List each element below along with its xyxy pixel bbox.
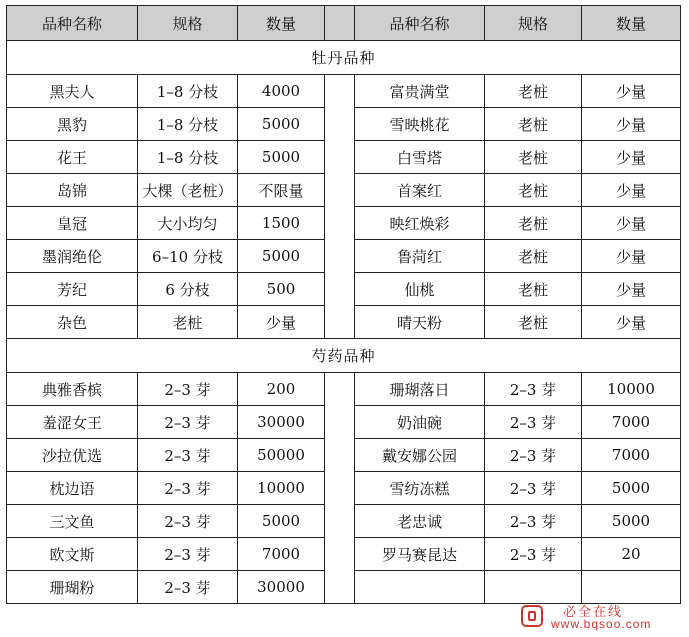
cell-variety-name-right: 首案红: [355, 174, 485, 207]
cell-spec-right: 2–3 芽: [485, 538, 582, 571]
column-separator: [325, 207, 355, 240]
table-row: [7, 174, 681, 207]
cell-quantity-right: [582, 571, 681, 604]
table-body: [7, 41, 681, 604]
table-row: [7, 439, 681, 472]
cell-variety-name-left: 枕边语: [7, 472, 138, 505]
cell-variety-name-right: 晴天粉: [355, 306, 485, 339]
column-separator: [325, 306, 355, 339]
column-separator: [325, 538, 355, 571]
cell-quantity-right: 少量: [582, 240, 681, 273]
column-separator: [325, 174, 355, 207]
section-title: 芍药品种: [7, 339, 681, 373]
cell-spec-right: 2–3 芽: [485, 472, 582, 505]
cell-variety-name-left: 岛锦: [7, 174, 138, 207]
cell-spec-left: 2–3 芽: [138, 505, 238, 538]
header-separator: [325, 6, 355, 41]
cell-variety-name-left: 杂色: [7, 306, 138, 339]
cell-quantity-left: 5000: [238, 141, 325, 174]
cell-quantity-right: 7000: [582, 406, 681, 439]
cell-quantity-left: 500: [238, 273, 325, 306]
cell-variety-name-right: 雪映桃花: [355, 108, 485, 141]
cell-variety-name-right: 映红焕彩: [355, 207, 485, 240]
watermark-url: www.bqsoo.com: [551, 617, 652, 631]
cell-variety-name-right: 奶油碗: [355, 406, 485, 439]
cell-quantity-right: 少量: [582, 108, 681, 141]
cell-quantity-right: 少量: [582, 75, 681, 108]
cell-spec-right: 2–3 芽: [485, 406, 582, 439]
cell-variety-name-right: 戴安娜公园: [355, 439, 485, 472]
header-name-left: 品种名称: [7, 6, 138, 41]
section-header-row: [7, 339, 681, 373]
cell-spec-left: 2–3 芽: [138, 571, 238, 604]
column-separator: [325, 240, 355, 273]
cell-spec-right: 2–3 芽: [485, 373, 582, 406]
cell-variety-name-left: 黑夫人: [7, 75, 138, 108]
cell-spec-left: 2–3 芽: [138, 406, 238, 439]
cell-variety-name-right: [355, 571, 485, 604]
header-spec-left: 规格: [138, 6, 238, 41]
cell-variety-name-right: 罗马赛昆达: [355, 538, 485, 571]
cell-quantity-left: 不限量: [238, 174, 325, 207]
cell-quantity-left: 少量: [238, 306, 325, 339]
cell-quantity-right: 少量: [582, 306, 681, 339]
cell-variety-name-left: 三文鱼: [7, 505, 138, 538]
cell-spec-right: 老桩: [485, 75, 582, 108]
cell-variety-name-left: 沙拉优选: [7, 439, 138, 472]
table-header-row: [7, 6, 681, 41]
cell-quantity-left: 10000: [238, 472, 325, 505]
cell-quantity-right: 10000: [582, 373, 681, 406]
cell-quantity-right: 少量: [582, 174, 681, 207]
cell-variety-name-left: 黑豹: [7, 108, 138, 141]
cell-quantity-left: 5000: [238, 240, 325, 273]
cell-quantity-right: 少量: [582, 207, 681, 240]
column-separator: [325, 472, 355, 505]
cell-spec-left: 1–8 分枝: [138, 108, 238, 141]
inventory-table-container: [6, 5, 680, 604]
cell-spec-right: 老桩: [485, 273, 582, 306]
cell-spec-right: 老桩: [485, 306, 582, 339]
column-separator: [325, 505, 355, 538]
cell-spec-right: 老桩: [485, 141, 582, 174]
cell-variety-name-left: 墨润绝伦: [7, 240, 138, 273]
cell-variety-name-left: 珊瑚粉: [7, 571, 138, 604]
cell-spec-left: 1–8 分枝: [138, 141, 238, 174]
cell-variety-name-right: 仙桃: [355, 273, 485, 306]
header-name-right: 品种名称: [355, 6, 485, 41]
cell-quantity-left: 7000: [238, 538, 325, 571]
cell-quantity-right: 5000: [582, 505, 681, 538]
table-row: [7, 306, 681, 339]
cell-spec-left: 大棵（老桩）: [138, 174, 238, 207]
cell-spec-right: 老桩: [485, 240, 582, 273]
cell-variety-name-left: 典雅香槟: [7, 373, 138, 406]
cell-spec-right: 老桩: [485, 174, 582, 207]
column-separator: [325, 108, 355, 141]
column-separator: [325, 571, 355, 604]
cell-spec-left: 大小均匀: [138, 207, 238, 240]
watermark-title: 必全在线: [563, 605, 624, 620]
cell-variety-name-left: 芳纪: [7, 273, 138, 306]
cell-spec-right: 2–3 芽: [485, 505, 582, 538]
column-separator: [325, 273, 355, 306]
cell-spec-right: 老桩: [485, 108, 582, 141]
table-row: [7, 538, 681, 571]
cell-spec-left: 2–3 芽: [138, 373, 238, 406]
cell-spec-right: 老桩: [485, 207, 582, 240]
cell-variety-name-left: 花王: [7, 141, 138, 174]
column-separator: [325, 75, 355, 108]
cell-spec-left: 2–3 芽: [138, 439, 238, 472]
cell-spec-right: 2–3 芽: [485, 439, 582, 472]
cell-variety-name-right: 鲁菏红: [355, 240, 485, 273]
cell-spec-left: 6 分枝: [138, 273, 238, 306]
section-title: 牡丹品种: [7, 41, 681, 75]
cell-quantity-left: 5000: [238, 505, 325, 538]
column-separator: [325, 373, 355, 406]
cell-quantity-right: 少量: [582, 141, 681, 174]
bracket-logo-icon: [521, 605, 543, 627]
cell-quantity-right: 少量: [582, 273, 681, 306]
table-row: [7, 472, 681, 505]
cell-variety-name-right: 雪纺冻糕: [355, 472, 485, 505]
cell-quantity-right: 7000: [582, 439, 681, 472]
inventory-table: [6, 5, 681, 604]
column-separator: [325, 406, 355, 439]
table-row: [7, 571, 681, 604]
cell-quantity-left: 30000: [238, 406, 325, 439]
cell-variety-name-left: 欧文斯: [7, 538, 138, 571]
cell-variety-name-right: 老忠诚: [355, 505, 485, 538]
cell-variety-name-right: 富贵满堂: [355, 75, 485, 108]
table-row: [7, 75, 681, 108]
cell-variety-name-left: 皇冠: [7, 207, 138, 240]
section-header-row: [7, 41, 681, 75]
table-row: [7, 108, 681, 141]
cell-spec-left: 2–3 芽: [138, 538, 238, 571]
header-qty-right: 数量: [582, 6, 681, 41]
cell-quantity-left: 4000: [238, 75, 325, 108]
column-separator: [325, 439, 355, 472]
cell-quantity-left: 30000: [238, 571, 325, 604]
cell-quantity-left: 200: [238, 373, 325, 406]
cell-spec-left: 6–10 分枝: [138, 240, 238, 273]
cell-quantity-left: 1500: [238, 207, 325, 240]
cell-quantity-left: 5000: [238, 108, 325, 141]
table-row: [7, 240, 681, 273]
table-row: [7, 505, 681, 538]
table-row: [7, 273, 681, 306]
header-spec-right: 规格: [485, 6, 582, 41]
column-separator: [325, 141, 355, 174]
cell-spec-left: 1–8 分枝: [138, 75, 238, 108]
cell-spec-left: 老桩: [138, 306, 238, 339]
watermark: [521, 601, 681, 633]
cell-spec-left: 2–3 芽: [138, 472, 238, 505]
cell-variety-name-left: 羞涩女王: [7, 406, 138, 439]
cell-quantity-right: 5000: [582, 472, 681, 505]
cell-variety-name-right: 珊瑚落日: [355, 373, 485, 406]
table-row: [7, 207, 681, 240]
cell-variety-name-right: 白雪塔: [355, 141, 485, 174]
header-qty-left: 数量: [238, 6, 325, 41]
cell-spec-right: [485, 571, 582, 604]
table-row: [7, 141, 681, 174]
cell-quantity-right: 20: [582, 538, 681, 571]
cell-quantity-left: 50000: [238, 439, 325, 472]
table-row: [7, 406, 681, 439]
table-row: [7, 373, 681, 406]
